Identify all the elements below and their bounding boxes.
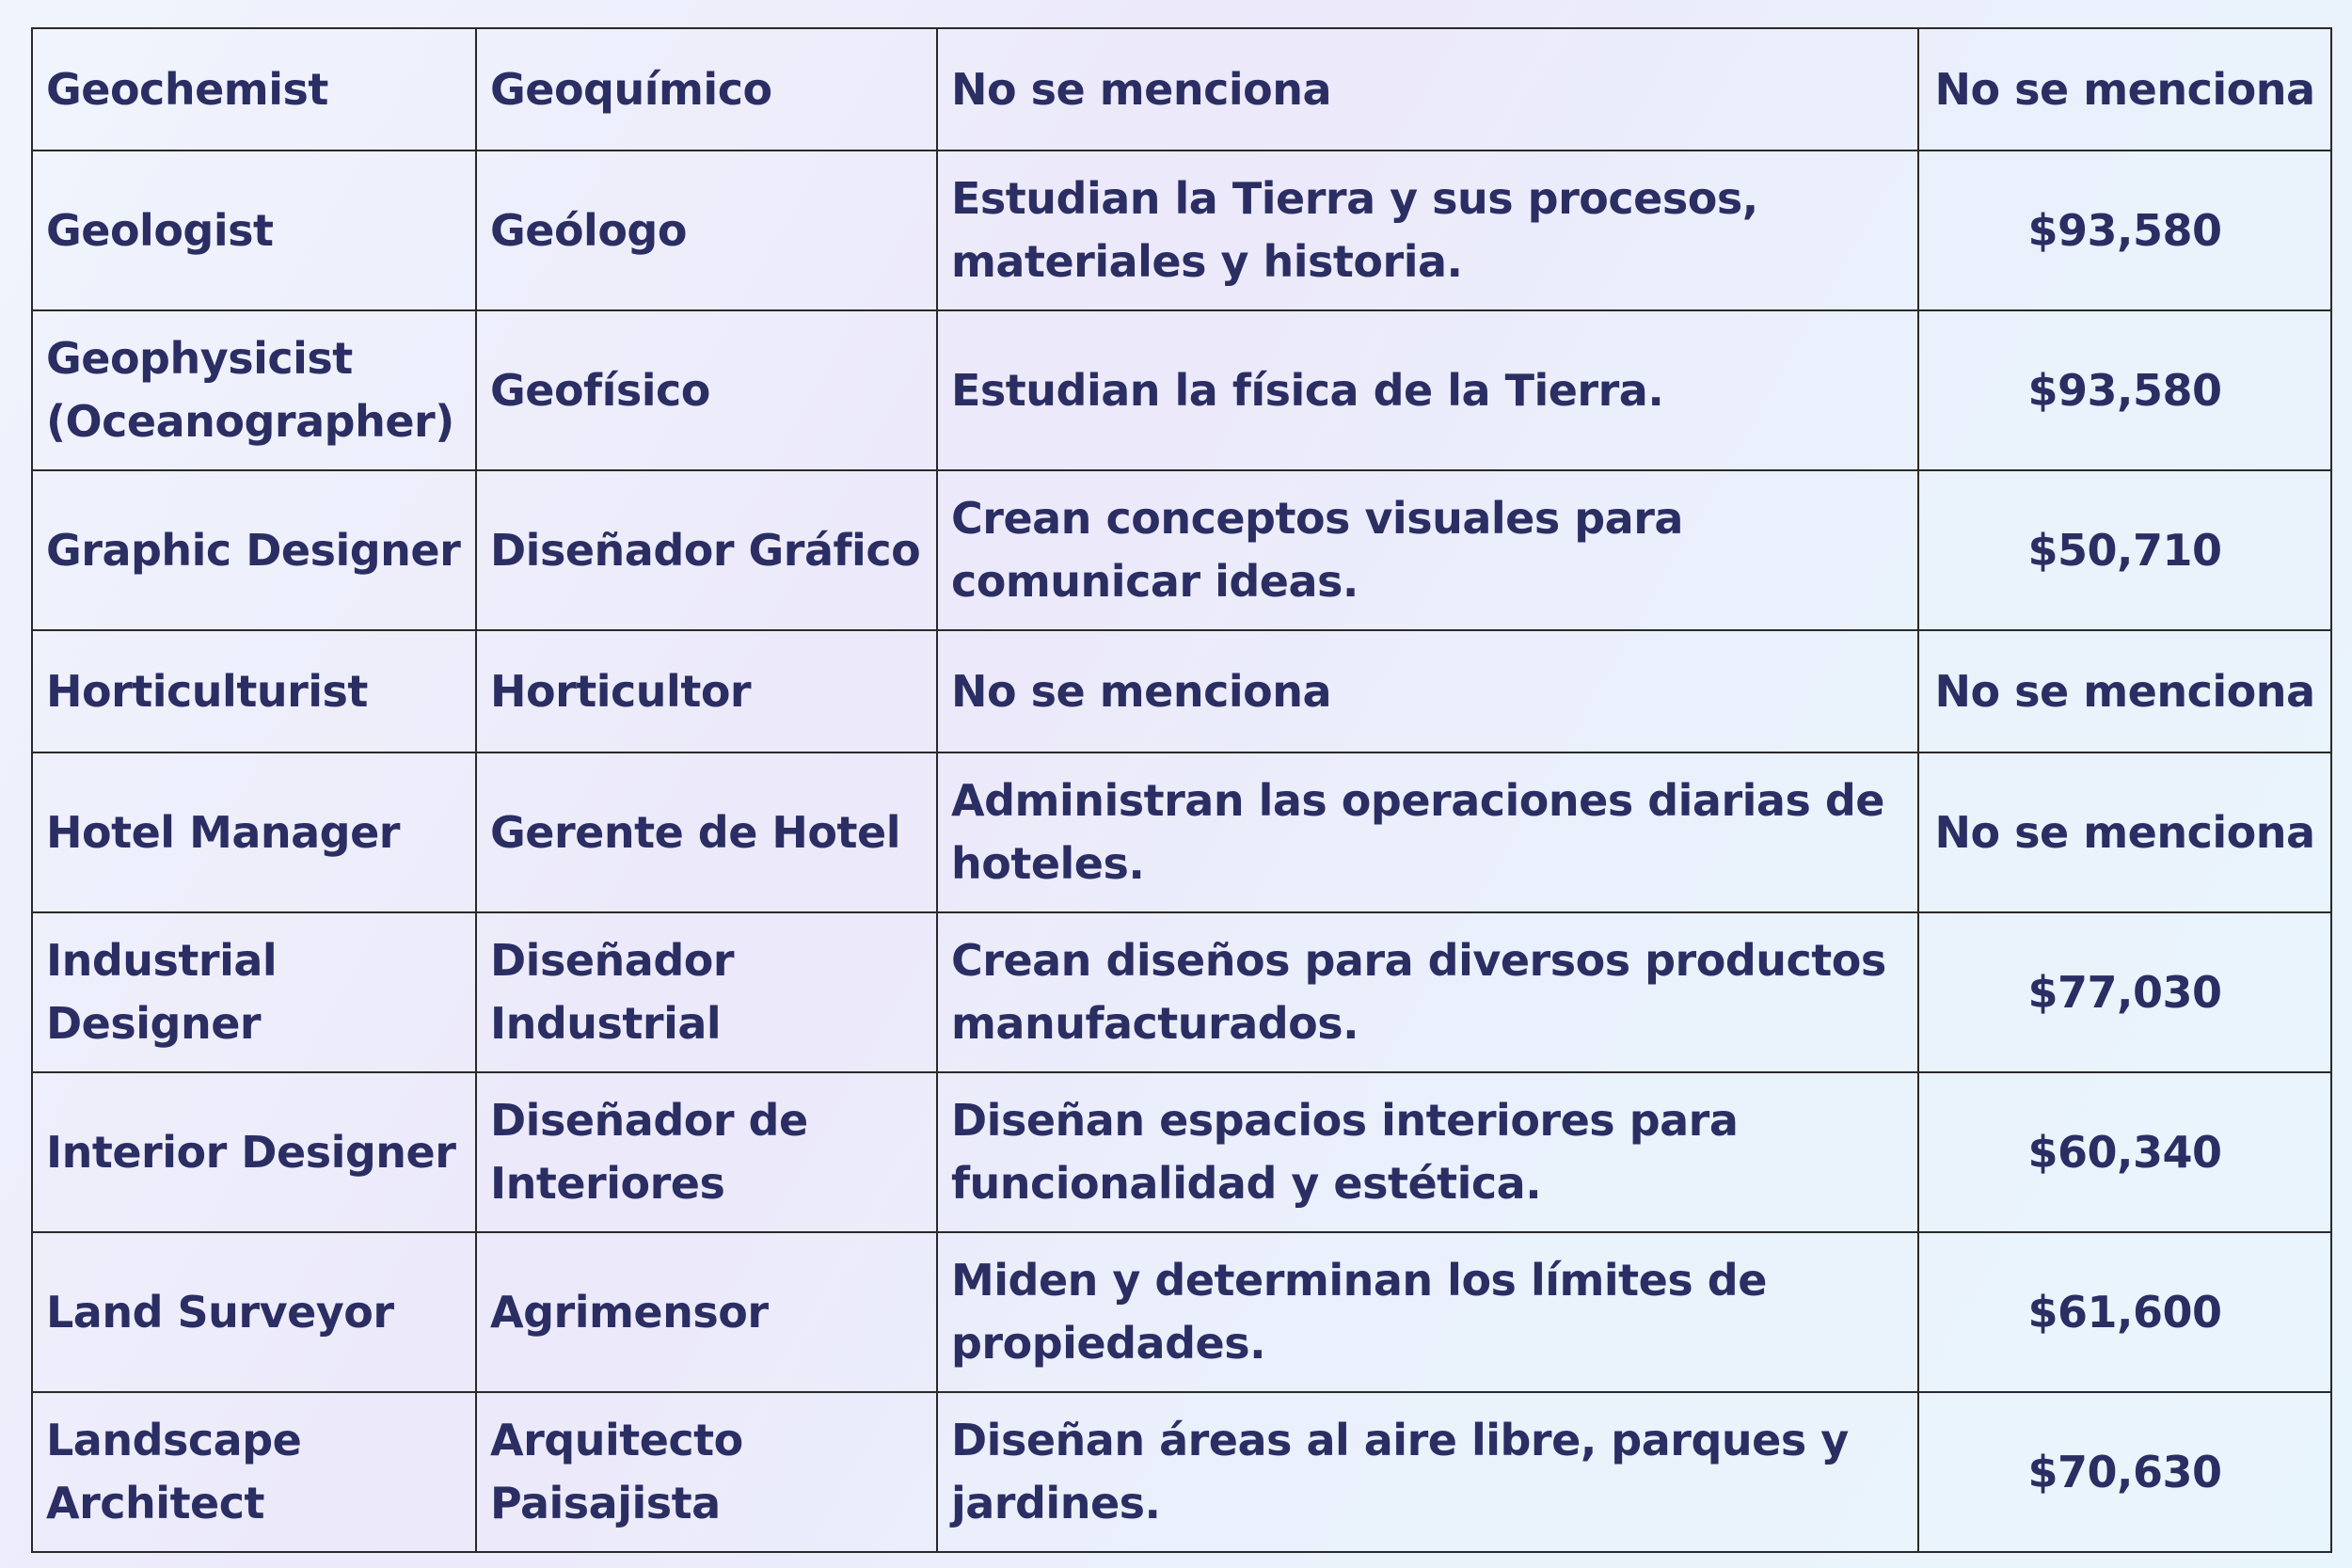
salary-cell: $93,580	[1918, 150, 2331, 310]
table-row	[32, 912, 2331, 1072]
english-title-cell: Geophysicist (Oceanographer)	[32, 310, 476, 470]
salary-cell: $60,340	[1918, 1072, 2331, 1232]
careers-table	[31, 27, 2332, 1553]
table-row	[32, 752, 2331, 912]
table-row	[32, 1072, 2331, 1232]
table-row	[32, 150, 2331, 310]
table-row	[32, 470, 2331, 630]
spanish-title-cell: Gerente de Hotel	[476, 752, 937, 912]
spanish-title-cell: Arquitecto Paisajista	[476, 1392, 937, 1552]
english-title-cell: Landscape Architect	[32, 1392, 476, 1552]
table-row	[32, 630, 2331, 752]
spanish-title-cell: Horticultor	[476, 630, 937, 752]
salary-cell: $70,630	[1918, 1392, 2331, 1552]
table-row	[32, 1392, 2331, 1552]
english-title-cell: Industrial Designer	[32, 912, 476, 1072]
description-cell: Miden y determinan los límites de propiedades.	[937, 1232, 1918, 1392]
english-title-cell: Land Surveyor	[32, 1232, 476, 1392]
spanish-title-cell: Geoquímico	[476, 28, 937, 150]
english-title-cell: Graphic Designer	[32, 470, 476, 630]
salary-cell: No se menciona	[1918, 752, 2331, 912]
english-title-cell: Horticulturist	[32, 630, 476, 752]
salary-cell: $50,710	[1918, 470, 2331, 630]
english-title-cell: Interior Designer	[32, 1072, 476, 1232]
spanish-title-cell: Geólogo	[476, 150, 937, 310]
salary-cell: No se menciona	[1918, 28, 2331, 150]
salary-cell: $61,600	[1918, 1232, 2331, 1392]
salary-cell: $93,580	[1918, 310, 2331, 470]
spanish-title-cell: Diseñador Gráfico	[476, 470, 937, 630]
english-title-cell: Geochemist	[32, 28, 476, 150]
description-cell: Administran las operaciones diarias de hoteles.	[937, 752, 1918, 912]
description-cell: Diseñan áreas al aire libre, parques y jardines.	[937, 1392, 1918, 1552]
description-cell: Crean diseños para diversos productos manufacturados.	[937, 912, 1918, 1072]
description-cell: Crean conceptos visuales para comunicar ideas.	[937, 470, 1918, 630]
salary-cell: $77,030	[1918, 912, 2331, 1072]
description-cell: Estudian la Tierra y sus procesos, materiales y historia.	[937, 150, 1918, 310]
spanish-title-cell: Diseñador de Interiores	[476, 1072, 937, 1232]
spanish-title-cell: Agrimensor	[476, 1232, 937, 1392]
english-title-cell: Hotel Manager	[32, 752, 476, 912]
description-cell: Diseñan espacios interiores para funcionalidad y estética.	[937, 1072, 1918, 1232]
table-row	[32, 28, 2331, 150]
spanish-title-cell: Geofísico	[476, 310, 937, 470]
salary-cell: No se menciona	[1918, 630, 2331, 752]
description-cell: Estudian la física de la Tierra.	[937, 310, 1918, 470]
description-cell: No se menciona	[937, 28, 1918, 150]
table-row	[32, 310, 2331, 470]
description-cell: No se menciona	[937, 630, 1918, 752]
english-title-cell: Geologist	[32, 150, 476, 310]
careers-table-container	[31, 27, 2330, 1553]
table-row	[32, 1232, 2331, 1392]
spanish-title-cell: Diseñador Industrial	[476, 912, 937, 1072]
